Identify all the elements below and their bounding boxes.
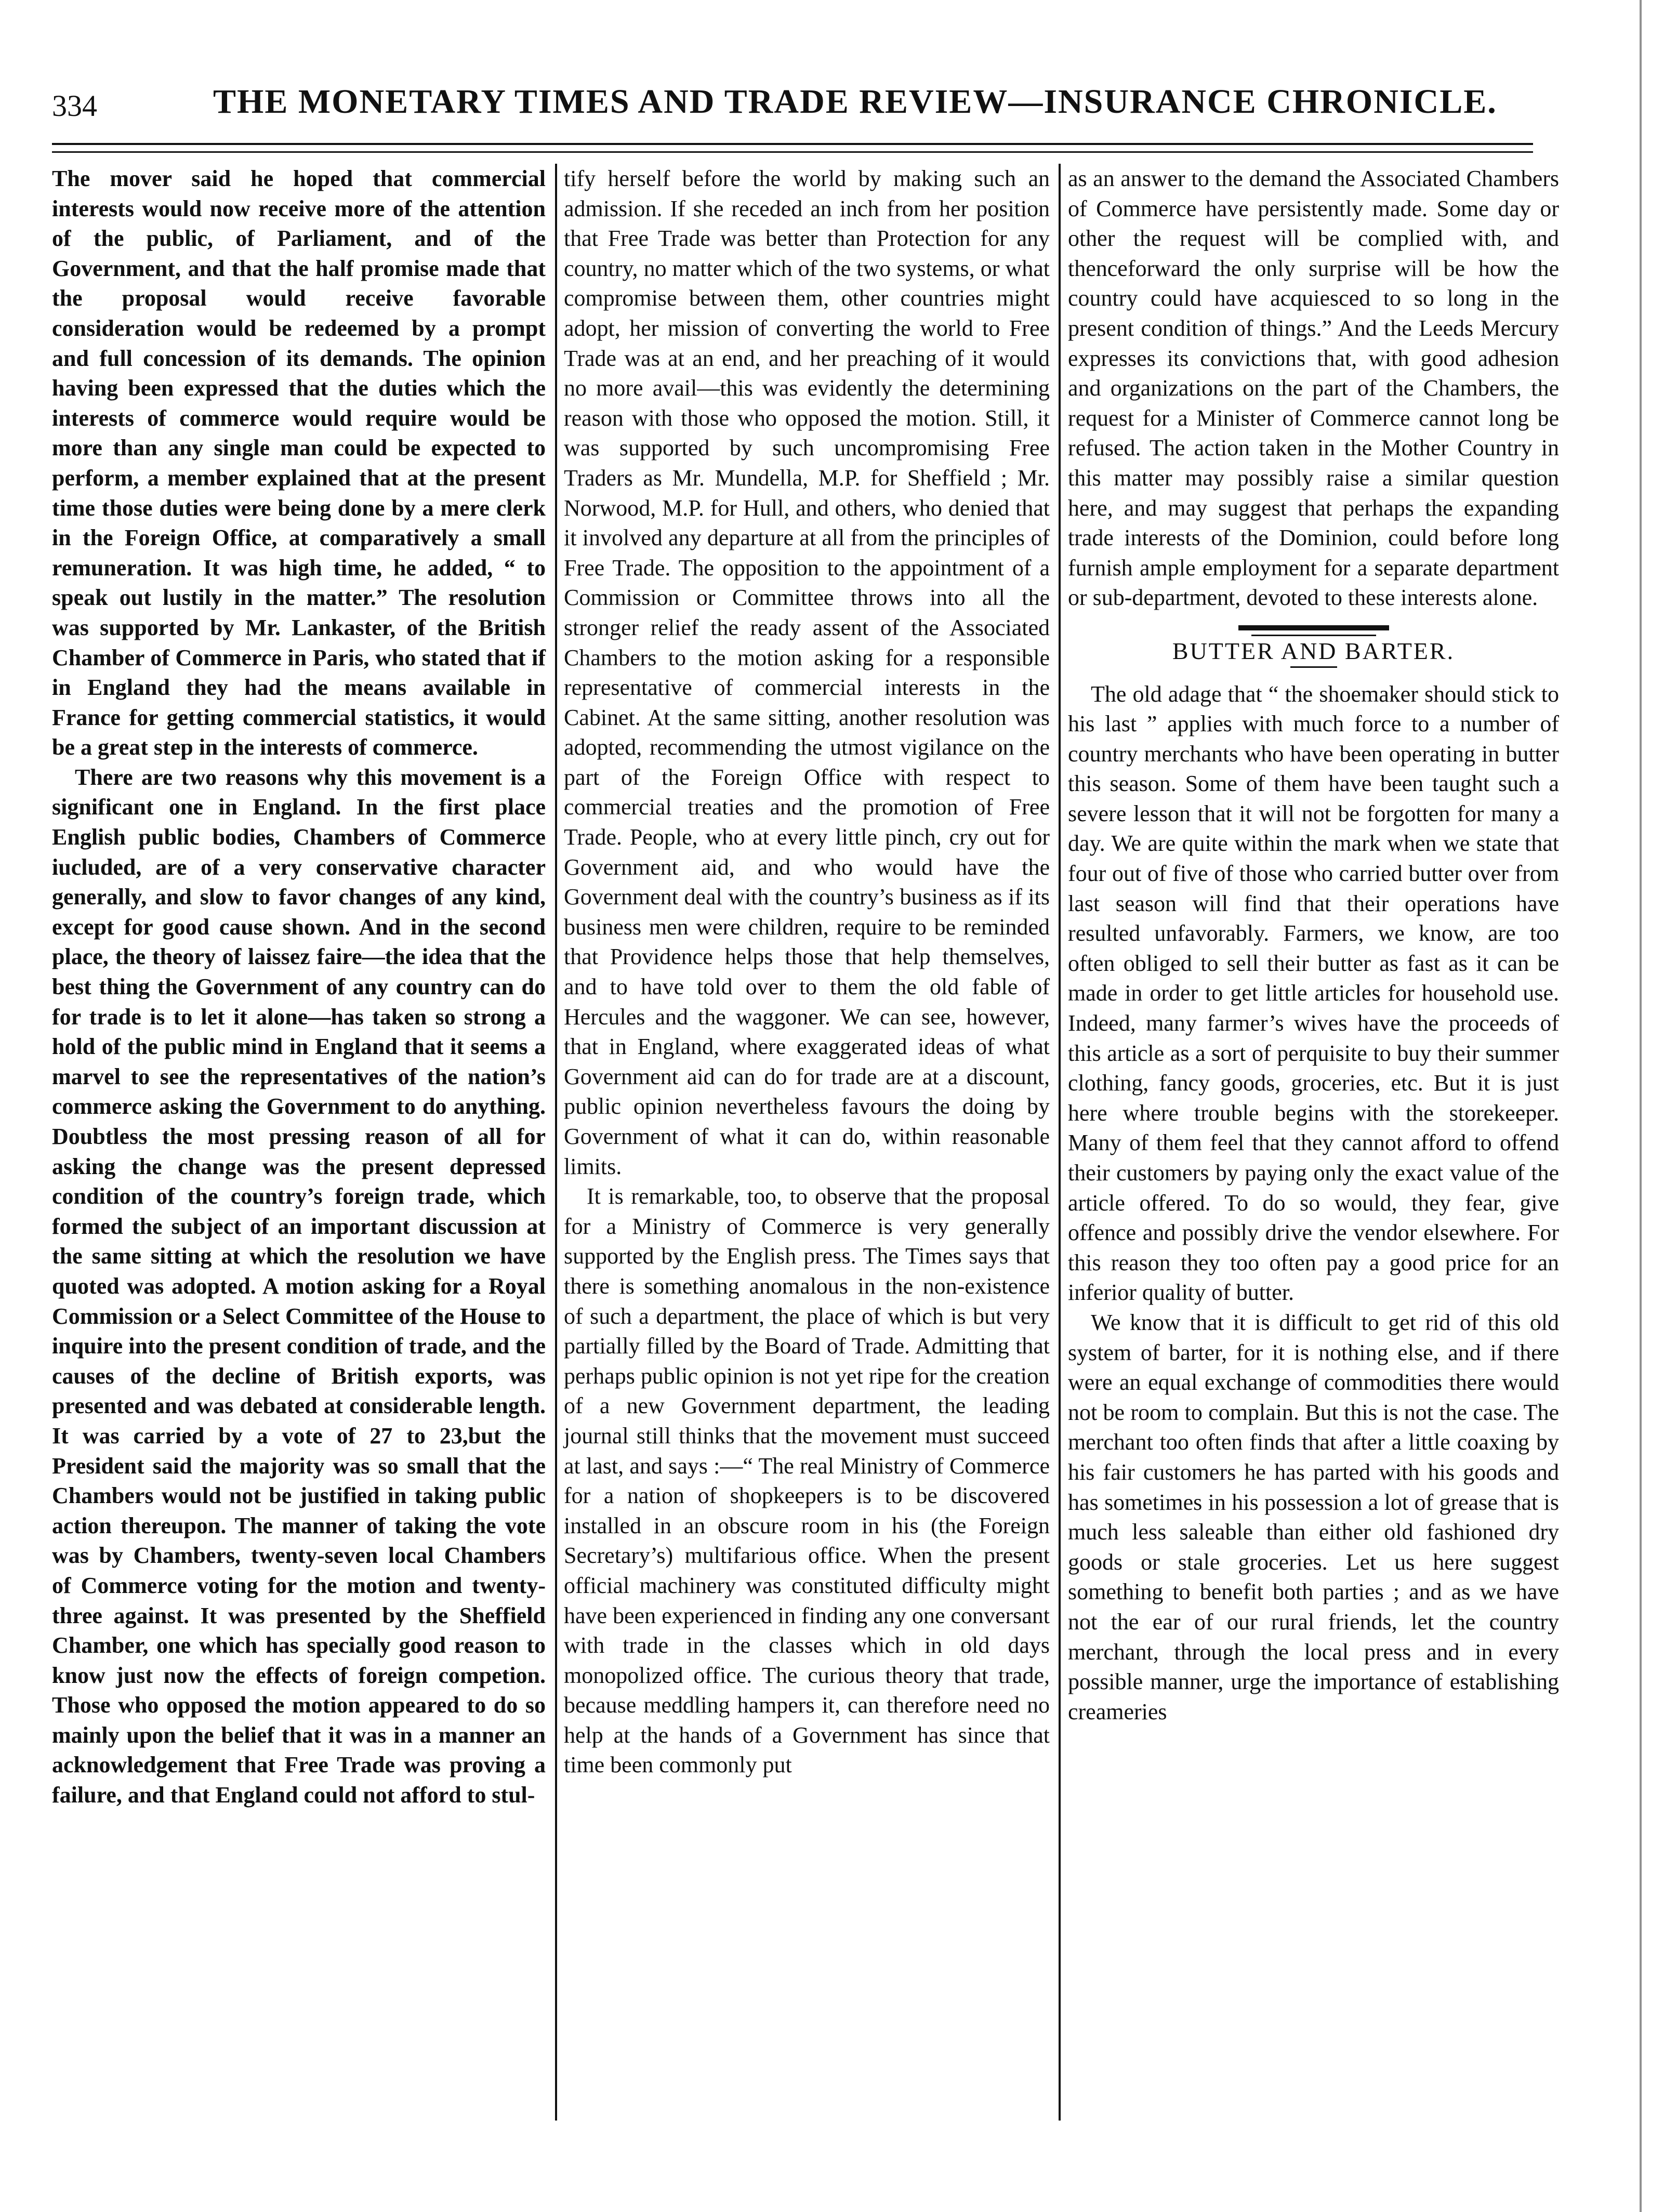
section-title: BUTTER AND BARTER.	[1172, 637, 1455, 664]
column-1-paragraph-2: There are two reasons why this movement is a significant one in England. In the first place English public bodies, Chambers of Commerce iucluded, are of a very conservative character generally, and slow to favor changes of any kind, except for good cause shown. And in the second place, the theory of laissez faire—the idea that the best thing the Government of any country can do for trade is to let it alone—has taken so strong a hold of the public mind in England that it seems a marvel to see the representatives of the nation’s commerce asking the Government to do anything. Doubtless the most pressing reason of all for asking the change was the present depressed condition of the country’s foreign trade, which formed the subject of an important discussion at the same sitting at which the resolution we have quoted was adopted. A motion asking for a Royal Commission or a Select Committee of the House to inquire into the present condition of trade, and the causes of the decline of British exports, was presented and was debated at considerable length. It was carried by a vote of 27 to 23,but the President said the majority was so small that the Chambers would not be justified in taking public action thereupon. The manner of taking the vote was by Chambers, twenty-seven local Chambers of Commerce voting for the motion and twenty-three against. It was presented by the Sheffield Chamber, one which has specially good reason to know just now the effects of foreign competion. Those who opposed the motion appeared to do so mainly upon the belief that it was in a manner an acknowledgement that Free Trade was proving a failure, and that England could not afford to stul-	[52, 764, 546, 1808]
page-header	[52, 78, 1559, 135]
column-2	[564, 164, 1050, 1780]
page-edge-line	[1640, 0, 1642, 2212]
column-1-paragraph-1: The mover said he hoped that commercial interests would now receive more of the attention of the public, of Parliament, and of the Government, and that the half promise made that the proposal would receive favorable consideration would be redeemed by a prompt and full concession of its demands. The opinion having been expressed that the duties which the interests of commerce would require would be more than any single man could be expected to perform, a member explained that at the present time those duties were being done by a mere clerk in the Foreign Office, at comparatively a small remuneration. It was high time, he added, “ to speak out lustily in the matter.” The resolution was supported by Mr. Lankaster, of the British Chamber of Commerce in Paris, who stated that if in England they had the means available in France for getting commercial statistics, it would be a great step in the interests of commerce.	[52, 166, 546, 760]
column-divider-1	[555, 164, 557, 2121]
column-2-paragraph-1: tify herself before the world by making such an admission. If she receded an inch from her position that Free Trade was better than Protection for any country, no matter which of the two systems, or what compromise between them, other countries might adopt, her mission of converting the world to Free Trade was at an end, and her preaching of it would no more avail—this was evidently the determining reason with those who opposed the motion. Still, it was supported by such uncompromising Free Traders as Mr. Mundella, M.P. for Sheffield ; Mr. Norwood, M.P. for Hull, and others, who denied that it involved any departure at all from the principles of Free Trade. The opposition to the appointment of a Commission or Committee throws into all the stronger relief the ready assent of the Associated Chambers to the motion asking for a responsible representative of commercial interests in the Cabinet. At the same sitting, another resolution was adopted, recommending the utmost vigilance on the part of the Foreign Office with respect to commercial treaties and the promotion of Free Trade. People, who at every little pinch, cry out for Government aid, and who would have the Government deal with the country’s business as if its business men were children, require to be reminded that Providence helps those that help themselves, and to have told over to them the old fable of Hercules and the waggoner. We can see, however, that in England, where exaggerated ideas of what Government aid can do for trade are at a discount, public opinion nevertheless favours the doing by Government of what it can do, within reasonable limits.	[564, 166, 1050, 1179]
page-number: 334	[52, 89, 97, 123]
column-3-paragraph-3: We know that it is difficult to get rid of this old system of barter, for it is nothing else, and if there were an equal exchange of commodities there would not be room to complain. But this is not the case. The merchant too often finds that after a little coaxing by his fair customers he has parted with his goods and has sometimes in his possession a lot of grease that is much less saleable than either old fashioned dry goods or stale groceries. Let us here suggest something to benefit both parties ; and as we have not the ear of our rural friends, let the country merchant, through the local press and in every possible manner, urge the importance of establishing creameries	[1068, 1309, 1559, 1724]
column-3-paragraph-2: The old adage that “ the shoemaker should stick to his last ” applies with much force to a number of country merchants who have been operating in butter this season. Some of them have been taught such a severe lesson that it will not be forgotten for many a day. We are quite within the mark when we state that four out of five of those who carried butter over from last season will find that their operations have resulted unfavorably. Farmers, we know, are too often obliged to sell their butter as fast as it can be made in order to get little articles for household use. Indeed, many farmer’s wives have the proceeds of this article as a sort of perquisite to buy their summer clothing, fancy goods, groceries, etc. But it is just here where trouble begins with the storekeeper. Many of them feel that they cannot afford to offend their customers by paying only the exact value of the article offered. To do so would, they fear, give offence and possibly drive the vendor elsewhere. For this reason they too often pay a good price for an inferior quality of butter.	[1068, 681, 1559, 1306]
column-3-paragraph-1: as an answer to the demand the Associated Chambers of Commerce have persistently made. Some day or other the request will be complied with, and thenceforward the only surprise will be how the country could have acquiesced to so long in the present condition of things.” And the Leeds Mercury expresses its convictions that, with good adhesion and organizations on the part of the Chambers, the request for a Minister of Commerce cannot long be refused. The action taken in the Mother Country in this matter may possibly raise a similar question here, and may suggest that perhaps the expanding trade interests of the Dominion, could before long furnish ample employment for a separate department or sub-department, devoted to these interests alone.	[1068, 166, 1559, 611]
header-rule-bottom	[52, 151, 1533, 153]
column-1	[52, 164, 546, 1810]
column-2-paragraph-2: It is remarkable, too, to observe that the proposal for a Ministry of Commerce is very generally supported by the English press. The Times says that there is something anomalous in the non-existence of such a department, the place of which is but very partially filled by the Board of Trade. Admitting that perhaps public opinion is not yet ripe for the creation of a new Government department, the leading journal still thinks that the movement must succeed at last, and says :—“ The real Ministry of Commerce for a nation of shopkeepers is to be discovered installed in an obscure room in his (the Foreign Secretary’s) multifarious office. When the present official machinery was constituted difficulty might have been experienced in finding any one conversant with trade in the classes which in old days monopolized office. The curious theory that trade, because meddling hampers it, can therefore need no help at the hands of a Government has since that time been commonly put	[564, 1183, 1050, 1778]
section-title-rule	[1290, 666, 1337, 668]
running-head: THE MONETARY TIMES AND TRADE REVIEW—INSURANCE CHRONICLE.	[213, 83, 1497, 121]
section-break-rule	[1238, 625, 1389, 630]
column-3	[1068, 164, 1559, 1727]
header-rule-top	[52, 143, 1533, 145]
newspaper-page	[52, 78, 1559, 2157]
column-divider-2	[1059, 164, 1061, 2121]
